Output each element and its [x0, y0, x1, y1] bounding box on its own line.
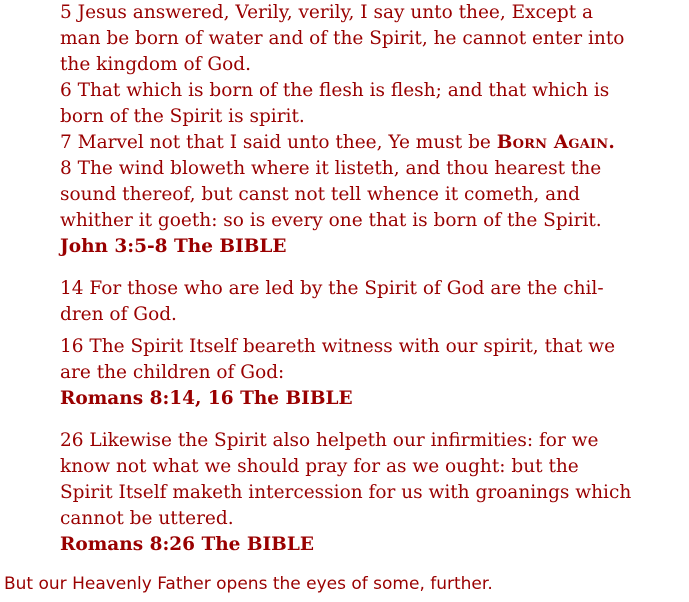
born-again-emphasis: Born Again. [496, 132, 615, 153]
verse-romans-8-14: 14 For those who are led by the Spirit of God are the chil-dren of God. [60, 278, 604, 325]
verse-john-3-5: 5 Jesus answered, Verily, verily, I say unto thee, Except a man be born of water and of the Spirit, he cannot enter into the kingdom of God. [60, 2, 625, 75]
verse-john-3-7 [60, 130, 635, 156]
reference-romans-8-14-16: Romans 8:14, 16 The BIBLE [60, 388, 353, 409]
verse-romans-8-16: 16 The Spirit Itself beareth witness with our spirit, that we are the children of God: [60, 336, 616, 383]
scripture-column [60, 0, 635, 558]
footer-note: But our Heavenly Father opens the eyes of some, further. [4, 574, 493, 594]
reference-john-3-5-8: John 3:5-8 The BIBLE [60, 236, 287, 257]
verse-john-3-6: 6 That which is born of the flesh is flesh; and that which is born of the Spirit is spirit. [60, 80, 610, 127]
verse-john-3-8: 8 The wind bloweth where it listeth, and thou hearest the sound thereof, but canst not tell whence it cometh, and whither it goeth: so is every one that is born of the Spirit. [60, 158, 602, 231]
verse-john-3-7-text: 7 Marvel not that I said unto thee, Ye must be [60, 132, 497, 153]
verse-romans-8-26: 26 Likewise the Spirit also helpeth our infirmities: for we know not what we should pray for as we ought: but the Spirit Itself maketh intercession for us with groanings which cannot be uttered. [60, 430, 632, 529]
reference-romans-8-26: Romans 8:26 The BIBLE [60, 534, 314, 555]
